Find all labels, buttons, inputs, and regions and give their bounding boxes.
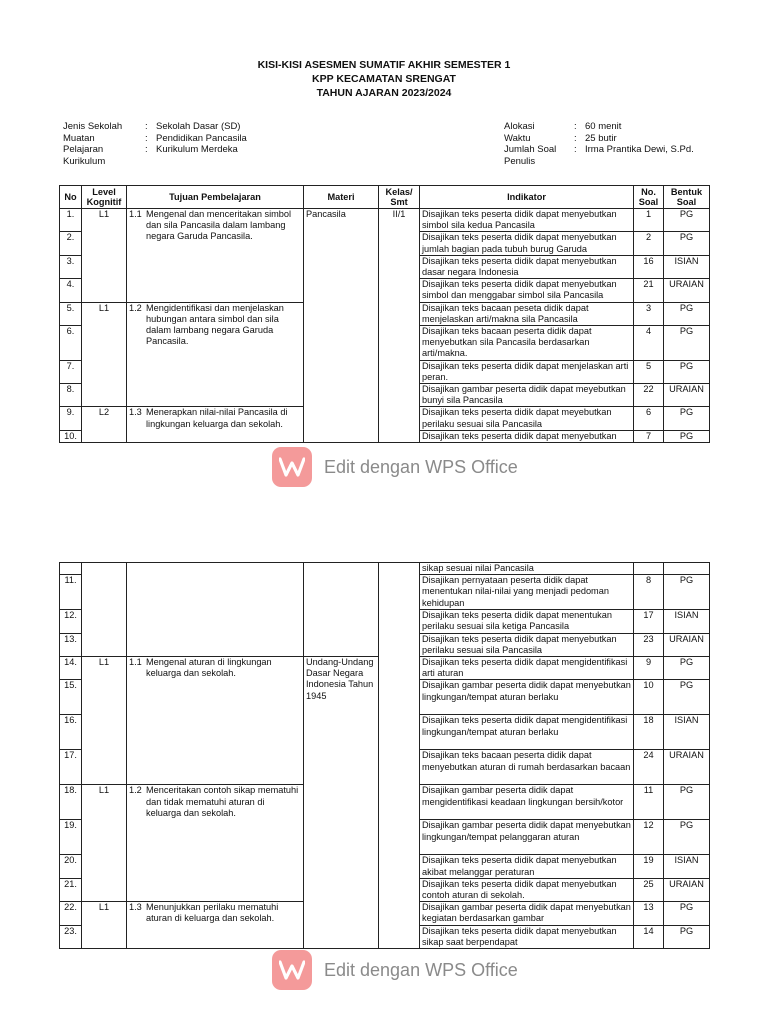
meta-colon xyxy=(574,156,585,168)
kelas-cell: II/1 xyxy=(379,209,420,443)
bentuk-cell: PG xyxy=(664,680,710,715)
header-no: No xyxy=(60,186,82,209)
bentuk-cell: PG xyxy=(664,430,710,442)
bentuk-cell xyxy=(664,563,710,575)
meta-key: Kurikulum xyxy=(63,155,106,167)
table-header-row xyxy=(60,186,710,209)
tujuan-text: Menceritakan contoh sikap mematuhi dan tidak mematuhi aturan di keluarga dan sekolah. xyxy=(146,785,299,818)
row-no: 10. xyxy=(60,430,82,442)
table-row xyxy=(60,209,710,232)
bentuk-cell: PG xyxy=(664,820,710,855)
indikator-cell: Disajikan teks peserta didik dapat mengidentifikasi arti aturan xyxy=(420,657,634,680)
indikator-cell: Disajikan teks peserta didik dapat menyebutkan contoh aturan di sekolah. xyxy=(420,878,634,901)
tujuan-text: Mengenal aturan di lingkungan keluarga dan sekolah. xyxy=(146,657,272,679)
tujuan-number: 1.2 xyxy=(129,785,142,796)
no-soal-cell: 19 xyxy=(634,855,664,878)
header-kelas: Kelas/ Smt xyxy=(379,186,420,209)
meta-colon xyxy=(145,156,156,168)
wps-watermark[interactable] xyxy=(272,950,518,990)
indikator-cell: Disajikan teks peserta didik dapat mengidentifikasi lingkungan/tempat aturan berlaku xyxy=(420,715,634,750)
indikator-cell: Disajikan teks peserta didik dapat menyebutkan jumlah bagian pada tubuh burug Garuda xyxy=(420,232,634,255)
row-no: 15. xyxy=(60,680,82,715)
kisi-table-page-2 xyxy=(59,562,710,949)
level-cell xyxy=(82,563,127,657)
meta-value: 60 menit xyxy=(585,121,622,132)
indikator-cell: Disajikan teks peserta didik dapat menyebutkan simbol sila kedua Pancasila xyxy=(420,209,634,232)
row-no: 4. xyxy=(60,279,82,302)
bentuk-cell: PG xyxy=(664,232,710,255)
row-no: 14. xyxy=(60,657,82,680)
indikator-cell: Disajikan teks peserta didik dapat meyebutkan perilaku sesuai sila Pancasila xyxy=(420,407,634,430)
meta-left xyxy=(63,121,247,167)
row-no: 11. xyxy=(60,575,82,610)
bentuk-cell: PG xyxy=(664,302,710,325)
bentuk-cell: PG xyxy=(664,407,710,430)
tujuan-cell xyxy=(127,209,304,303)
bentuk-cell: PG xyxy=(664,902,710,925)
row-no: 3. xyxy=(60,255,82,278)
watermark-text: Edit dengan WPS Office xyxy=(324,456,518,477)
meta-colon: : xyxy=(145,144,148,155)
meta-value: Irma Prantika Dewi, S.Pd. xyxy=(585,144,694,155)
row-no: 12. xyxy=(60,610,82,633)
row-no: 8. xyxy=(60,384,82,407)
tujuan-cell xyxy=(127,785,304,902)
meta-colon: : xyxy=(145,132,148,144)
row-no: 9. xyxy=(60,407,82,430)
header-level: Level Kognitif xyxy=(82,186,127,209)
row-no: 16. xyxy=(60,715,82,750)
indikator-cell: Disajikan teks peserta didik dapat menyebutkan perilaku sesuai sila Pancasila xyxy=(420,633,634,656)
indikator-cell: sikap sesuai nilai Pancasila xyxy=(420,563,634,575)
bentuk-cell: PG xyxy=(664,209,710,232)
indikator-cell: Disajikan teks bacaan peseta didik dapat menjelaskan arti/makna sila Pancasila xyxy=(420,302,634,325)
indikator-cell: Disajikan gambar peserta didik dapat menyebutkan lingkungan/tempat aturan berlaku xyxy=(420,680,634,715)
no-soal-cell: 24 xyxy=(634,750,664,785)
table-row xyxy=(60,563,710,575)
no-soal-cell: 22 xyxy=(634,384,664,407)
header-no-soal: No. Soal xyxy=(634,186,664,209)
header-indikator: Indikator xyxy=(420,186,634,209)
level-cell: L1 xyxy=(82,209,127,303)
bentuk-cell: PG xyxy=(664,785,710,820)
no-soal-cell: 6 xyxy=(634,407,664,430)
meta-value: Pendidikan Pancasila xyxy=(156,132,247,144)
bentuk-cell: URAIAN xyxy=(664,633,710,656)
tujuan-cell xyxy=(127,407,304,443)
meta-value: 25 butir xyxy=(585,132,617,144)
meta-key: Jenis Sekolah xyxy=(63,121,123,132)
bentuk-cell: URAIAN xyxy=(664,878,710,901)
meta-key: Alokasi xyxy=(504,121,535,132)
level-cell: L1 xyxy=(82,302,127,407)
tujuan-cell xyxy=(127,657,304,785)
level-cell: L1 xyxy=(82,657,127,785)
indikator-cell: Disajikan teks peserta didik dapat menyebutkan akibat melanggar peraturan xyxy=(420,855,634,878)
indikator-cell: Disajikan teks peserta didik dapat menyebutkan simbol dan menggabar simbol sila Pancasila xyxy=(420,279,634,302)
tujuan-cell xyxy=(127,302,304,407)
row-no: 19. xyxy=(60,820,82,855)
materi-cell: Pancasila xyxy=(304,209,379,443)
meta-key: Waktu xyxy=(504,132,531,144)
tujuan-number: 1.2 xyxy=(129,302,142,313)
meta-key: Muatan xyxy=(63,132,95,144)
row-no: 21. xyxy=(60,878,82,901)
tujuan-number: 1.1 xyxy=(129,657,142,668)
no-soal-cell: 2 xyxy=(634,232,664,255)
title-line-2: KPP KECAMATAN SRENGAT xyxy=(312,73,456,85)
row-no: 20. xyxy=(60,855,82,878)
indikator-cell: Disajikan pernyataan peserta didik dapat menentukan nilai-nilai yang menjadi pedoman kehidupan xyxy=(420,575,634,610)
tujuan-text: Menerapkan nilai-nilai Pancasila di lingkungan keluarga dan sekolah. xyxy=(146,407,288,429)
row-no: 18. xyxy=(60,785,82,820)
row-no: 1. xyxy=(60,209,82,232)
meta-key: Penulis xyxy=(504,155,536,167)
no-soal-cell: 5 xyxy=(634,360,664,383)
title-line-1: KISI-KISI ASESMEN SUMATIF AKHIR SEMESTER 1 xyxy=(257,59,511,71)
row-no: 6. xyxy=(60,326,82,361)
document-page-1 xyxy=(0,0,768,505)
level-cell: L1 xyxy=(82,902,127,949)
meta-value: Kurikulum Merdeka xyxy=(156,144,238,155)
indikator-cell: Disajikan gambar peserta didik dapat menyebutkan lingkungan/tempat pelanggaran aturan xyxy=(420,820,634,855)
indikator-cell: Disajikan teks peserta didik dapat menyebutkan xyxy=(420,430,634,442)
tujuan-cell xyxy=(127,563,304,657)
header-bentuk: Bentuk Soal xyxy=(664,186,710,209)
row-no: 22. xyxy=(60,902,82,925)
tujuan-text: Mengenal dan menceritakan simbol dan sila Pancasila dalam lambang negara Garuda Pancasila. xyxy=(146,209,292,242)
tujuan-text: Mengidentifikasi dan menjelaskan hubungan antara simbol dan sila dalam lambang negara Garuda Pancasila. xyxy=(146,302,284,347)
no-soal-cell: 14 xyxy=(634,925,664,948)
no-soal-cell: 10 xyxy=(634,680,664,715)
bentuk-cell: URAIAN xyxy=(664,750,710,785)
header-tujuan: Tujuan Pembelajaran xyxy=(127,186,304,209)
row-no: 23. xyxy=(60,925,82,948)
level-cell: L1 xyxy=(82,785,127,902)
tujuan-cell xyxy=(127,902,304,949)
meta-colon: : xyxy=(574,121,577,132)
indikator-cell: Disajikan teks peserta didik dapat menyebutkan sikap saat berpendapat xyxy=(420,925,634,948)
bentuk-cell: PG xyxy=(664,925,710,948)
level-cell: L2 xyxy=(82,407,127,443)
row-no: 7. xyxy=(60,360,82,383)
bentuk-cell: ISIAN xyxy=(664,255,710,278)
meta-value: Sekolah Dasar (SD) xyxy=(156,121,241,132)
wps-watermark[interactable] xyxy=(272,447,518,487)
bentuk-cell: URAIAN xyxy=(664,279,710,302)
no-soal-cell: 21 xyxy=(634,279,664,302)
indikator-cell: Disajikan teks peserta didik dapat menjelaskan arti peran. xyxy=(420,360,634,383)
row-no: 5. xyxy=(60,302,82,325)
bentuk-cell: PG xyxy=(664,360,710,383)
row-no xyxy=(60,563,82,575)
tujuan-number: 1.3 xyxy=(129,902,142,913)
row-no: 2. xyxy=(60,232,82,255)
bentuk-cell: ISIAN xyxy=(664,715,710,750)
no-soal-cell: 11 xyxy=(634,785,664,820)
no-soal-cell: 13 xyxy=(634,902,664,925)
bentuk-cell: PG xyxy=(664,657,710,680)
no-soal-cell: 12 xyxy=(634,820,664,855)
row-no: 13. xyxy=(60,633,82,656)
header-materi: Materi xyxy=(304,186,379,209)
watermark-text: Edit dengan WPS Office xyxy=(324,959,518,980)
materi-cell xyxy=(304,563,379,657)
meta-colon: : xyxy=(145,121,148,132)
indikator-cell: Disajikan teks peserta didik dapat menyebutkan dasar negara Indonesia xyxy=(420,255,634,278)
bentuk-cell: ISIAN xyxy=(664,855,710,878)
document-title xyxy=(0,58,768,100)
materi-cell: Undang-Undang Dasar Negara Indonesia Tahun 1945 xyxy=(304,657,379,949)
no-soal-cell: 25 xyxy=(634,878,664,901)
no-soal-cell: 18 xyxy=(634,715,664,750)
wps-logo-icon xyxy=(272,447,312,487)
bentuk-cell: PG xyxy=(664,575,710,610)
indikator-cell: Disajikan teks bacaan peserta didik dapat menyebutkan sila Pancasila berdasarkan arti/makna. xyxy=(420,326,634,361)
bentuk-cell: PG xyxy=(664,326,710,361)
no-soal-cell xyxy=(634,563,664,575)
meta-colon: : xyxy=(574,132,577,144)
no-soal-cell: 9 xyxy=(634,657,664,680)
kelas-cell xyxy=(379,563,420,949)
wps-logo-icon xyxy=(272,950,312,990)
no-soal-cell: 8 xyxy=(634,575,664,610)
meta-right xyxy=(504,121,694,167)
bentuk-cell: URAIAN xyxy=(664,384,710,407)
tujuan-number: 1.1 xyxy=(129,209,142,219)
indikator-cell: Disajikan teks bacaan peserta didik dapat menyebutkan aturan di rumah berdasarkan bacaan xyxy=(420,750,634,785)
tujuan-text: Menunjukkan perilaku mematuhi aturan di keluarga dan sekolah. xyxy=(146,902,279,924)
no-soal-cell: 3 xyxy=(634,302,664,325)
meta-key: Jumlah Soal xyxy=(504,144,557,155)
no-soal-cell: 17 xyxy=(634,610,664,633)
indikator-cell: Disajikan gambar peserta didik dapat mengidentifikasi keadaan lingkungan bersih/kotor xyxy=(420,785,634,820)
tujuan-number: 1.3 xyxy=(129,407,142,418)
no-soal-cell: 7 xyxy=(634,430,664,442)
no-soal-cell: 4 xyxy=(634,326,664,361)
no-soal-cell: 16 xyxy=(634,255,664,278)
no-soal-cell: 23 xyxy=(634,633,664,656)
row-no: 17. xyxy=(60,750,82,785)
no-soal-cell: 1 xyxy=(634,209,664,232)
indikator-cell: Disajikan teks peserta didik dapat menentukan perilaku sesuai sila ketiga Pancasila xyxy=(420,610,634,633)
meta-key: Pelajaran xyxy=(63,144,104,155)
indikator-cell: Disajikan gambar peserta didik dapat menyebutkan kegiatan berdasarkan gambar xyxy=(420,902,634,925)
kisi-table-page-1 xyxy=(59,185,710,443)
document-page-2 xyxy=(0,505,768,1024)
meta-colon: : xyxy=(574,144,577,155)
bentuk-cell: ISIAN xyxy=(664,610,710,633)
title-line-3: TAHUN AJARAN 2023/2024 xyxy=(316,87,452,99)
indikator-cell: Disajikan gambar peserta didik dapat meyebutkan bunyi sila Pancasila xyxy=(420,384,634,407)
